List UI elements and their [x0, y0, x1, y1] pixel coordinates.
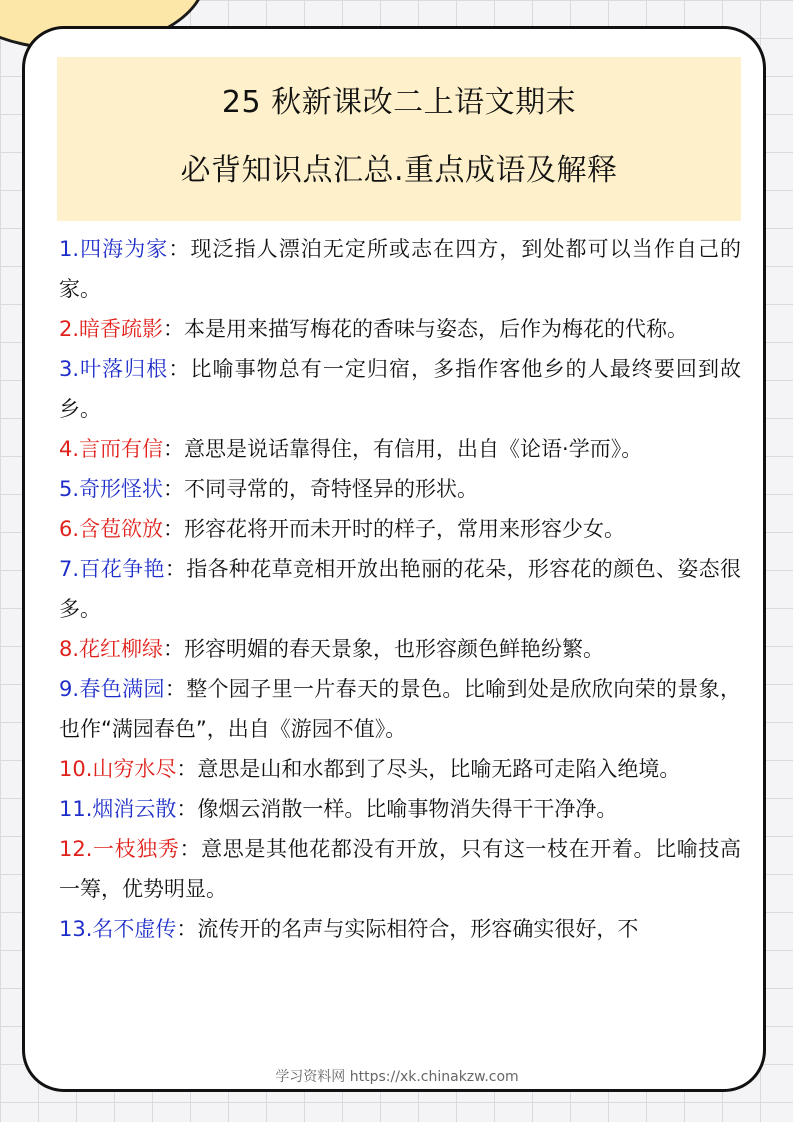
idiom-definition: 意思是山和水都到了尽头，比喻无路可走陷入绝境。	[197, 757, 681, 781]
idiom-number: 2.	[59, 317, 80, 341]
idiom-definition: 整个园子里一片春天的景色。比喻到处是欣欣向荣的景象，也作“满园春色”，出自《游园不值》。	[59, 677, 742, 741]
idiom-word: 百花争艳	[79, 557, 165, 581]
idiom-term	[59, 317, 163, 341]
idiom-term	[59, 557, 165, 581]
idiom-number: 5.	[59, 477, 80, 501]
idiom-number: 8.	[59, 637, 80, 661]
page-subtitle: 必背知识点汇总.重点成语及解释	[180, 153, 618, 188]
idiom-term	[59, 437, 163, 461]
idiom-definition: 形容明媚的春天景象，也形容颜色鲜艳纷繁。	[184, 637, 605, 661]
idiom-term	[59, 357, 168, 381]
idiom-term	[59, 477, 163, 501]
idiom-number: 7.	[59, 557, 80, 581]
idiom-item	[59, 749, 741, 789]
idiom-number: 10.	[59, 757, 93, 781]
idiom-definition: 流传开的名声与实际相符合，形容确实很好，不	[197, 917, 639, 941]
idiom-term	[59, 677, 165, 701]
idiom-number: 1.	[59, 237, 80, 261]
idiom-item	[59, 909, 741, 949]
idiom-separator: ：	[179, 837, 202, 861]
idiom-term	[59, 917, 176, 941]
idiom-separator: ：	[164, 677, 187, 701]
idiom-item	[59, 309, 741, 349]
idiom-word: 奇形怪状	[79, 477, 164, 501]
idiom-word: 暗香疏影	[79, 317, 164, 341]
idiom-separator: ：	[163, 517, 185, 541]
idiom-number: 12.	[59, 837, 93, 861]
idiom-definition: 形容花将开而未开时的样子，常用来形容少女。	[184, 517, 626, 541]
page-title: 25 秋新课改二上语文期末	[221, 85, 577, 120]
idiom-definition: 不同寻常的，奇特怪异的形状。	[184, 477, 479, 501]
idiom-term	[59, 837, 180, 861]
idiom-separator: ：	[176, 757, 198, 781]
idiom-term	[59, 637, 163, 661]
idiom-item	[59, 349, 741, 429]
idiom-separator: ：	[168, 357, 191, 381]
idiom-definition: 比喻事物总有一定归宿，多指作客他乡的人最终要回到故乡。	[59, 357, 742, 421]
idiom-separator: ：	[163, 437, 185, 461]
idiom-separator: ：	[163, 637, 185, 661]
idiom-number: 4.	[59, 437, 80, 461]
idiom-term	[59, 237, 168, 261]
idiom-item	[59, 629, 741, 669]
idiom-word: 四海为家	[79, 237, 169, 261]
idiom-item	[59, 549, 741, 629]
idiom-definition: 现泛指人漂泊无定所或志在四方，到处都可以当作自己的家。	[59, 237, 742, 301]
document-card	[22, 26, 766, 1092]
idiom-item	[59, 789, 741, 829]
idiom-separator: ：	[176, 917, 198, 941]
idiom-number: 13.	[59, 917, 93, 941]
idiom-word: 叶落归根	[79, 357, 169, 381]
idiom-word: 花红柳绿	[79, 637, 164, 661]
idiom-word: 一枝独秀	[92, 837, 180, 861]
idiom-definition: 意思是说话靠得住，有信用，出自《论语·学而》。	[184, 437, 643, 461]
footer-watermark: 学习资料网 https://xk.chinakzw.com	[275, 1069, 519, 1085]
idiom-word: 名不虚传	[92, 917, 177, 941]
idiom-item	[59, 509, 741, 549]
idiom-term	[59, 797, 176, 821]
title-banner	[57, 57, 741, 221]
idiom-separator: ：	[164, 557, 187, 581]
idiom-item	[59, 829, 741, 909]
idiom-item	[59, 229, 741, 309]
idiom-word: 山穷水尽	[92, 757, 177, 781]
idiom-separator: ：	[163, 477, 185, 501]
idiom-term	[59, 517, 163, 541]
idiom-definition: 像烟云消散一样。比喻事物消失得干干净净。	[197, 797, 618, 821]
idiom-number: 11.	[59, 797, 93, 821]
idiom-term	[59, 757, 176, 781]
idiom-definition: 意思是其他花都没有开放，只有这一枝在开着。比喻技高一筹，优势明显。	[59, 837, 742, 901]
idiom-number: 3.	[59, 357, 80, 381]
idiom-word: 含苞欲放	[79, 517, 164, 541]
idiom-item	[59, 669, 741, 749]
idiom-word: 言而有信	[79, 437, 164, 461]
idiom-separator: ：	[176, 797, 198, 821]
idiom-list	[59, 229, 741, 949]
idiom-definition: 指各种花草竞相开放出艳丽的花朵，形容花的颜色、姿态很多。	[59, 557, 742, 621]
idiom-item	[59, 429, 741, 469]
idiom-number: 6.	[59, 517, 80, 541]
idiom-word: 烟消云散	[92, 797, 177, 821]
idiom-separator: ：	[168, 237, 191, 261]
idiom-word: 春色满园	[79, 677, 165, 701]
idiom-separator: ：	[163, 317, 185, 341]
idiom-number: 9.	[59, 677, 80, 701]
idiom-definition: 本是用来描写梅花的香味与姿态，后作为梅花的代称。	[184, 317, 689, 341]
idiom-item	[59, 469, 741, 509]
